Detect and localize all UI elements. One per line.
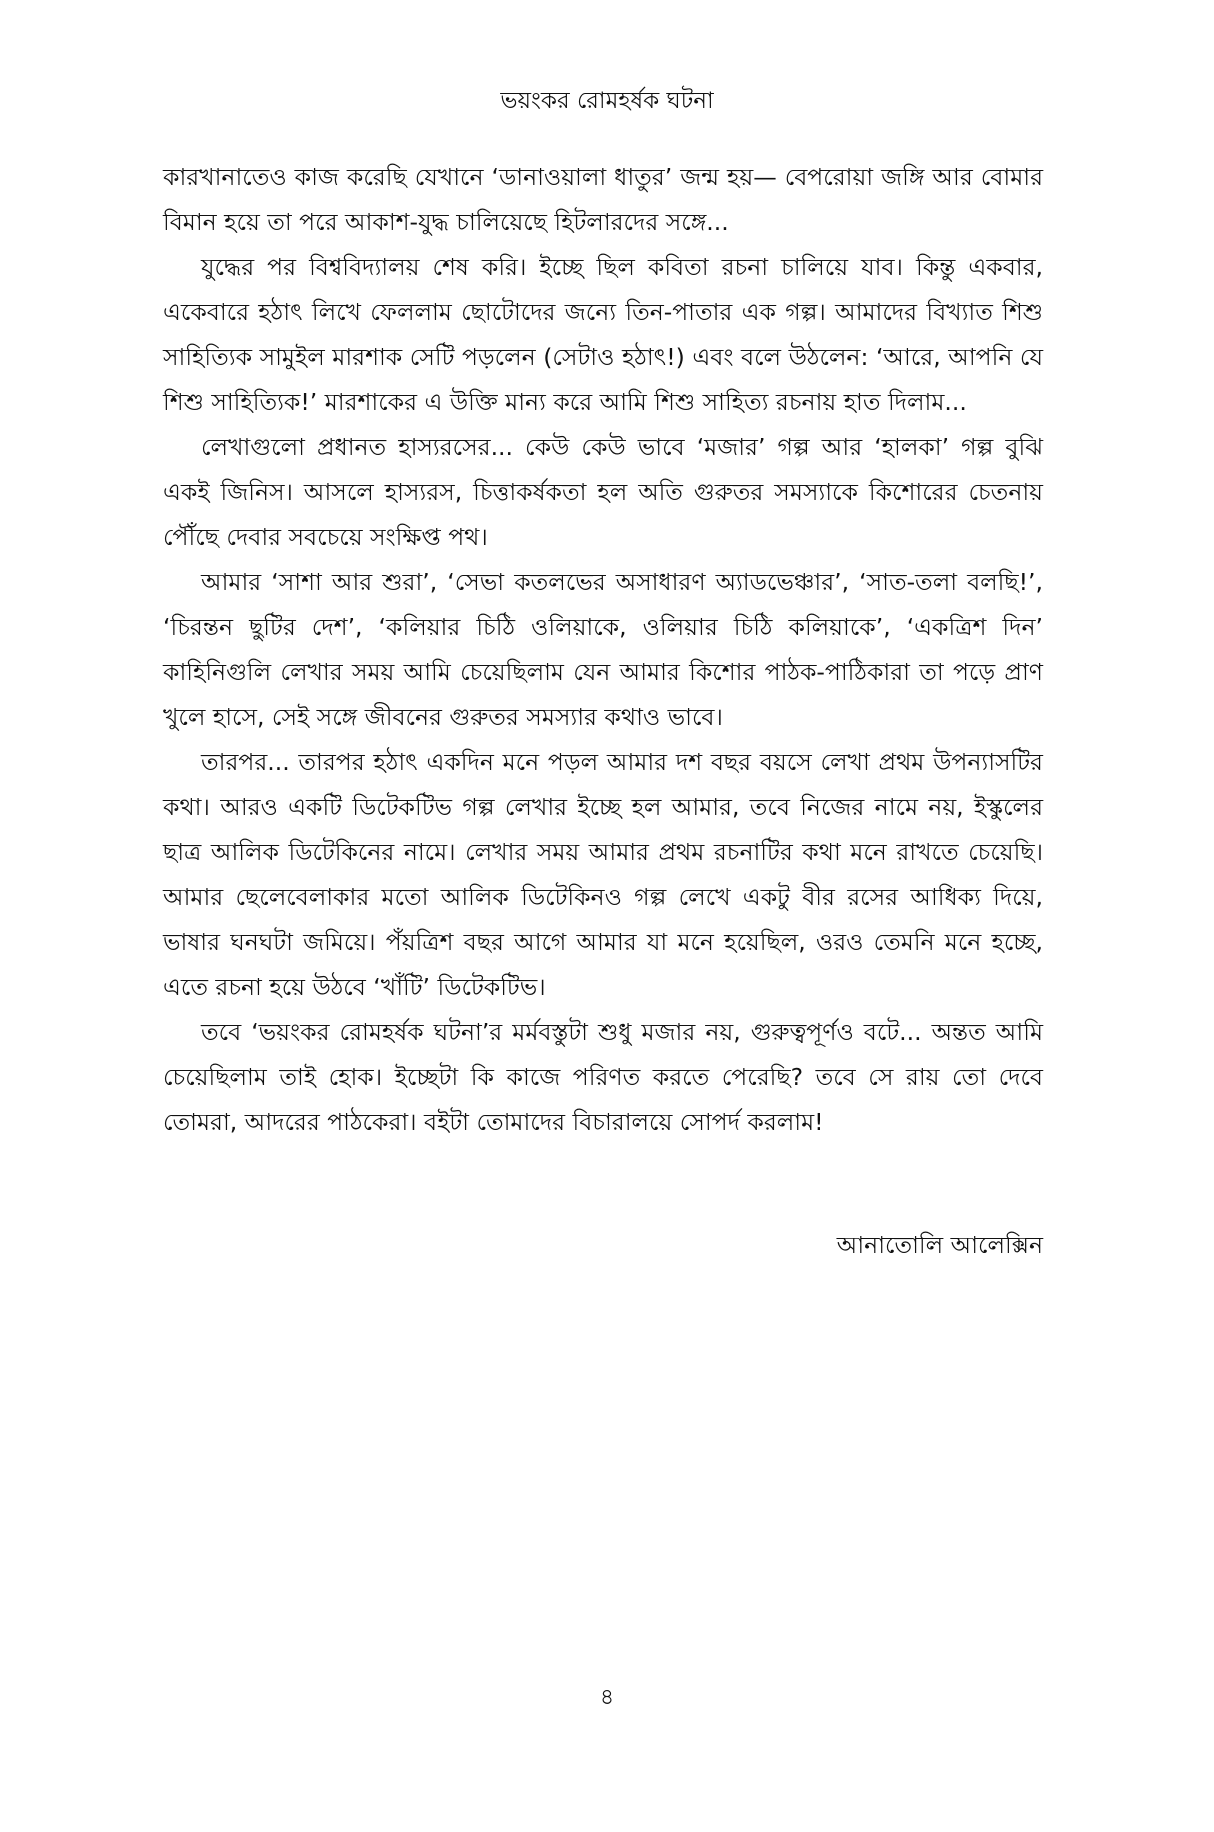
paragraph-5: তারপর... তারপর হঠাৎ একদিন মনে পড়ল আমার দশ বছর বয়সে লেখা প্রথম উপন্যাসটির কথা। আরও একটি ডিটেকটিভ গল্প লেখার ইচ্ছে হল আমার, তবে নিজের নামে নয়, ইস্কুলের ছাত্র আলিক ডিটেকিনের নামে। লেখার সময় আমার প্রথম রচনাটির কথা মনে রাখতে চেয়েছি। আমার ছেলেবেলাকার মতো আলিক ডিটেকিনও গল্প লেখে একটু বীর রসের আধিক্য দিয়ে, ভাষার ঘনঘটা জমিয়ে। পঁয়ত্রিশ বছর আগে আমার যা মনে হয়েছিল, ওরও তেমনি মনে হচ্ছে, এতে রচনা হয়ে উঠবে ‘খাঁটি’ ডিটেকটিভ।: [163, 748, 1043, 1001]
author-signature: আনাতোলি আলেক্সিন: [836, 1231, 1043, 1259]
paragraph-6: তবে ‘ভয়ংকর রোমহর্ষক ঘটনা’র মর্মবস্তুটা শুধু মজার নয়, গুরুত্বপূর্ণও বটে... অন্তত আমি চেয়েছিলাম তাই হোক। ইচ্ছেটা কি কাজে পরিণত করতে পেরেছি? তবে সে রায় তো দেবে তোমরা, আদরের পাঠকেরা। বইটা তোমাদের বিচারালয়ে সোপর্দ করলাম!: [163, 1018, 1043, 1136]
page-number: ৪: [599, 1685, 615, 1710]
running-head: ভয়ংকর রোমহর্ষক ঘটনা: [500, 88, 714, 114]
paragraph-2: যুদ্ধের পর বিশ্ববিদ্যালয় শেষ করি। ইচ্ছে ছিল কবিতা রচনা চালিয়ে যাব। কিন্তু একবার, একেবারে হঠাৎ লিখে ফেললাম ছোটোদের জন্যে তিন-পাতার এক গল্প। আমাদের বিখ্যাত শিশু সাহিত্যিক সামুইল মারশাক সেটি পড়লেন (সেটাও হঠাৎ!) এবং বলে উঠলেন: ‘আরে, আপনি যে শিশু সাহিত্যিক!’ মারশাকের এ উক্তি মান্য করে আমি শিশু সাহিত্য রচনায় হাত দিলাম...: [163, 253, 1043, 416]
paragraph-3: লেখাগুলো প্রধানত হাস্যরসের... কেউ কেউ ভাবে ‘মজার’ গল্প আর ‘হালকা’ গল্প বুঝি একই জিনিস। আসলে হাস্যরস, চিত্তাকর্ষকতা হল অতি গুরুতর সমস্যাকে কিশোরের চেতনায় পৌঁছে দেবার সবচেয়ে সংক্ষিপ্ত পথ।: [163, 433, 1043, 551]
paragraph-4: আমার ‘সাশা আর শুরা’, ‘সেভা কতলভের অসাধারণ অ্যাডভেঞ্চার’, ‘সাত-তলা বলছি!’, ‘চিরন্তন ছুটির দেশ’, ‘কলিয়ার চিঠি ওলিয়াকে, ওলিয়ার চিঠি কলিয়াকে’, ‘একত্রিশ দিন’ কাহিনিগুলি লেখার সময় আমি চেয়েছিলাম যেন আমার কিশোর পাঠক-পাঠিকারা তা পড়ে প্রাণ খুলে হাসে, সেই সঙ্গে জীবনের গুরুতর সমস্যার কথাও ভাবে।: [163, 568, 1043, 731]
paragraph-1: কারখানাতেও কাজ করেছি যেখানে ‘ডানাওয়ালা ধাতুর’ জন্ম হয়— বেপরোয়া জঙ্গি আর বোমার বিমান হয়ে তা পরে আকাশ-যুদ্ধ চালিয়েছে হিটলারদের সঙ্গে...: [163, 163, 1043, 236]
body-text: [163, 155, 1043, 1145]
